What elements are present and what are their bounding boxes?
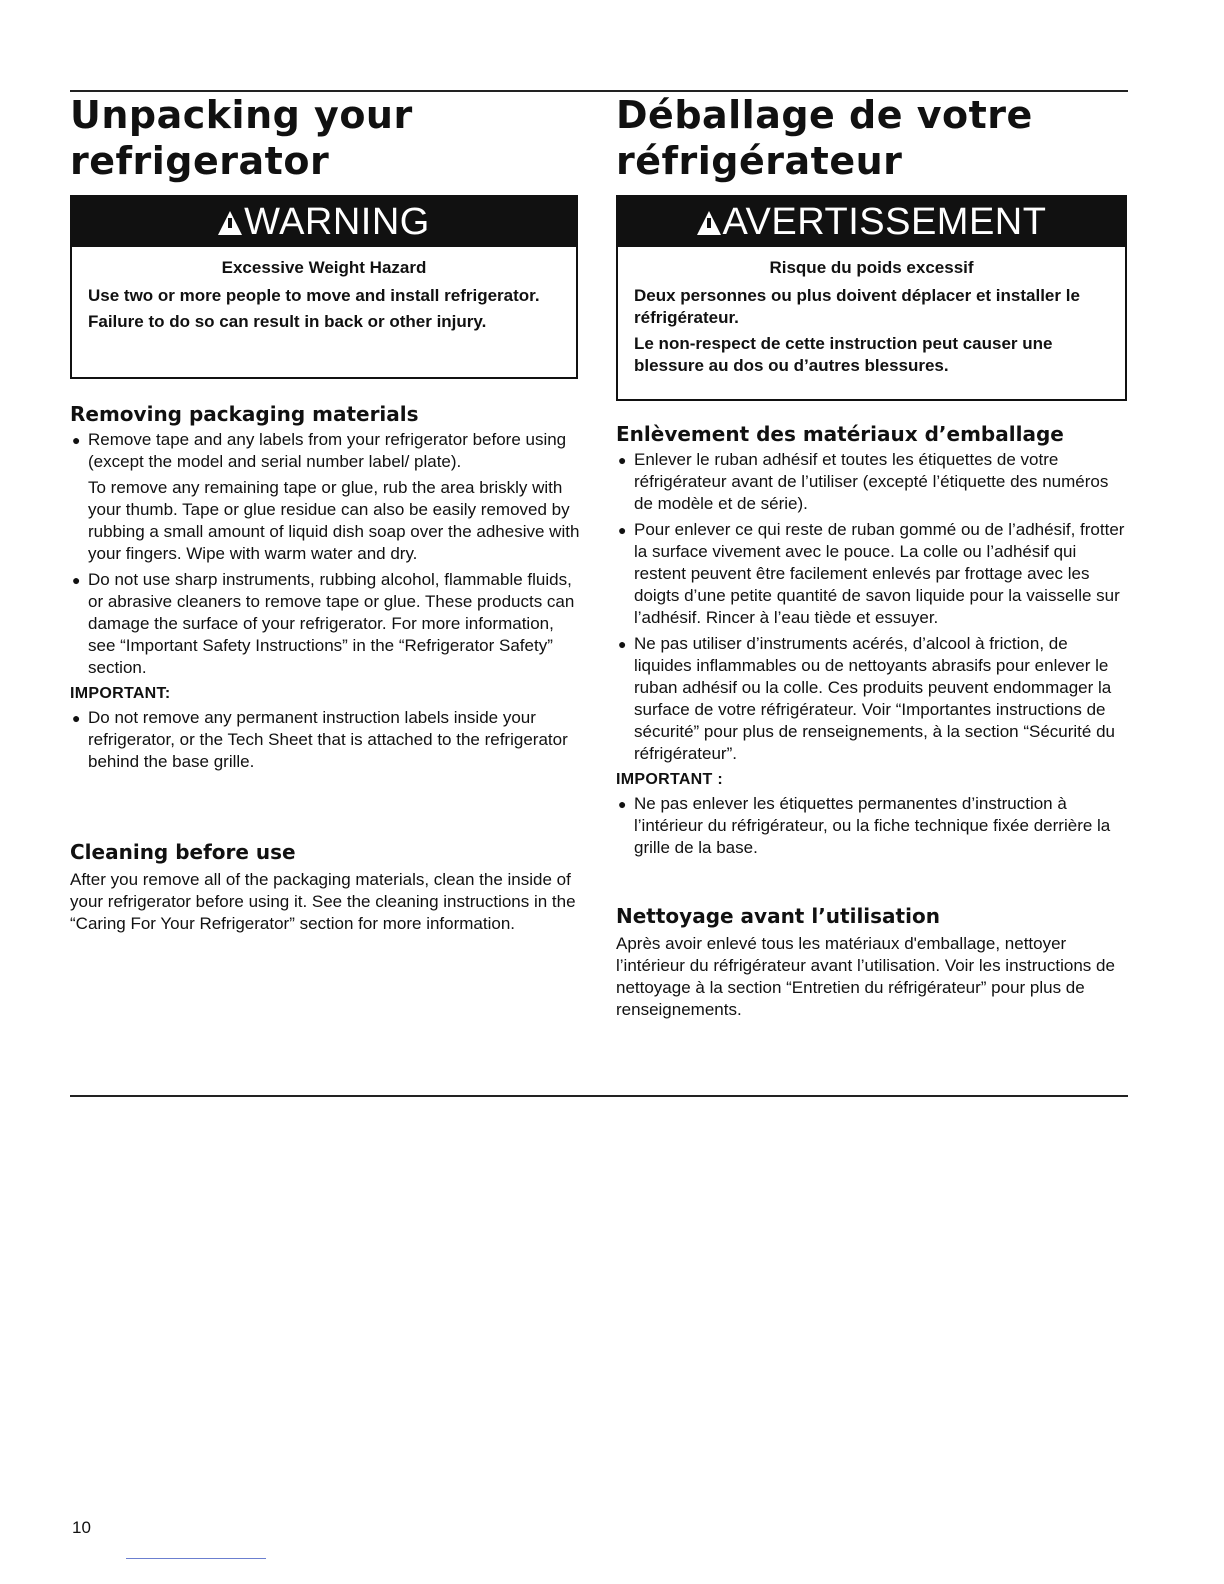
warning-banner [72, 197, 576, 247]
bullet-icon: ● [618, 796, 627, 812]
page-title-french [616, 92, 1128, 184]
section-heading-cleaning: Nettoyage avant l’utilisation [616, 904, 940, 928]
list-item [616, 519, 1128, 629]
warning-label: WARNING [244, 201, 430, 243]
english-column [70, 92, 580, 935]
bullet-text: Pour enlever ce qui reste de ruban gommé ou de l’adhésif, frotter la surface vivement avec le pouce. La colle ou l’adhésif qui restent peuvent être facilement enlevés par frottage avec les doigts d’une petite quantité de savon liquide pour la vaisselle sur l’adhésif. Rincer à l’eau tiède et essuyer. [634, 520, 1125, 627]
title-line-1: Déballage de votre [616, 93, 1033, 137]
removing-list [616, 449, 1128, 765]
cleaning-text: After you remove all of the packaging materials, clean the inside of your refrigerator before using it. See the cleaning instructions in the “Caring For Your Refrigerator” section for more information. [70, 870, 576, 933]
list-item [70, 569, 580, 679]
list-item [70, 429, 580, 473]
warning-line-2: Failure to do so can result in back or other injury. [88, 312, 487, 331]
section-heading-removing: Enlèvement des matériaux d’emballage [616, 422, 1064, 446]
warning-triangle-icon [218, 211, 242, 235]
title-line-2: refrigerator [70, 139, 330, 183]
bullet-icon: ● [72, 572, 81, 588]
warning-line-1: Use two or more people to move and install refrigerator. [88, 286, 540, 305]
bullet-text: Enlever le ruban adhésif et toutes les étiquettes de votre réfrigérateur avant de l’utiliser (excepté l’étiquette des numéros de modèle et de série). [634, 450, 1109, 513]
important-label: IMPORTANT: [70, 685, 171, 702]
section-heading-cleaning: Cleaning before use [70, 840, 296, 864]
bullet-text: Ne pas enlever les étiquettes permanentes d’instruction à l’intérieur du réfrigérateur, ou la fiche technique fixée derrière la grille de la base. [634, 794, 1111, 857]
warning-subtitle: Risque du poids excessif [769, 258, 974, 277]
removing-list [70, 429, 580, 473]
warning-line-1: Deux personnes ou plus doivent déplacer et installer le réfrigérateur. [634, 286, 1080, 327]
warning-box [616, 195, 1127, 401]
bullet-icon: ● [618, 452, 627, 468]
page-number: 10 [72, 1518, 91, 1537]
warning-line-2: Le non-respect de cette instruction peut causer une blessure au dos ou d’autres blessures. [634, 334, 1053, 375]
cleaning-text: Après avoir enlevé tous les matériaux d'emballage, nettoyer l’intérieur du réfrigérateur avant l’utilisation. Voir les instructions de nettoyage à la section “Entretien du réfrigérateur” pour plus de renseignements. [616, 934, 1115, 1019]
list-item [616, 633, 1128, 765]
warning-triangle-icon [697, 211, 721, 235]
bullet-icon: ● [72, 432, 81, 448]
removing-detail: To remove any remaining tape or glue, rub the area briskly with your thumb. Tape or glue residue can also be easily removed by rubbing a small amount of liquid dish soap over the adhesive with your fingers. Wipe with warm water and dry. [88, 478, 580, 563]
bullet-icon: ● [618, 636, 627, 652]
warning-subtitle: Excessive Weight Hazard [221, 258, 427, 277]
list-item [616, 449, 1128, 515]
important-label: IMPORTANT : [616, 771, 723, 788]
page-title-english [70, 92, 580, 184]
bullet-text: Remove tape and any labels from your refrigerator before using (except the model and serial number label/ plate). [88, 430, 567, 471]
bullet-icon: ● [618, 522, 627, 538]
footer-link-rule [126, 1558, 266, 1559]
warning-box [70, 195, 578, 379]
bottom-rule [70, 1095, 1128, 1097]
important-list [616, 793, 1128, 859]
bullet-icon: ● [72, 710, 81, 726]
bullet-text: Ne pas utiliser d’instruments acérés, d’alcool à friction, de liquides inflammables ou de nettoyants abrasifs pour enlever le ruban adhésif ou la colle. Ces produits peuvent endommager la surface de votre réfrigérateur. Voir “Importantes instructions de sécurité” pour plus de renseignements, à la section “Sécurité du réfrigérateur”. [634, 634, 1115, 763]
title-line-1: Unpacking your [70, 93, 413, 137]
french-column [616, 92, 1128, 1021]
removing-list-2 [70, 569, 580, 679]
title-line-2: réfrigérateur [616, 139, 903, 183]
bullet-text: Do not use sharp instruments, rubbing alcohol, flammable fluids, or abrasive cleaners to remove tape or glue. These products can damage the surface of your refrigerator. For more information, see “Important Safety Instructions” in the “Refrigerator Safety” section. [88, 570, 575, 677]
important-list [70, 707, 580, 773]
warning-banner [618, 197, 1125, 247]
warning-label: AVERTISSEMENT [722, 201, 1047, 243]
list-item [616, 793, 1128, 859]
section-heading-removing: Removing packaging materials [70, 402, 419, 426]
list-item [70, 707, 580, 773]
bullet-text: Do not remove any permanent instruction labels inside your refrigerator, or the Tech Sheet that is attached to the refrigerator behind the base grille. [88, 708, 568, 771]
